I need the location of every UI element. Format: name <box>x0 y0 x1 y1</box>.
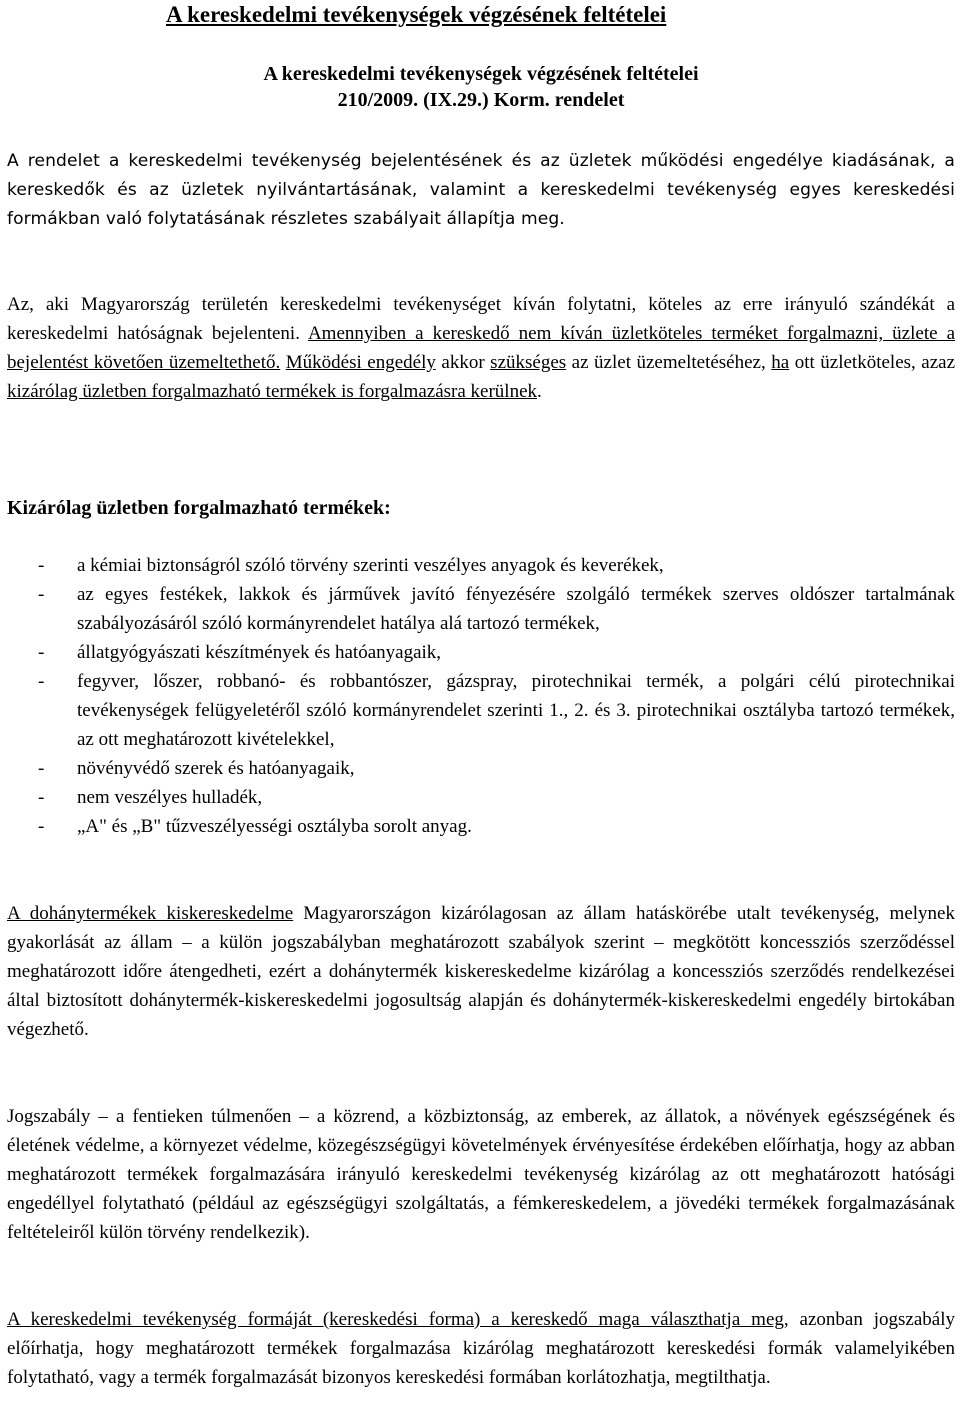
list-bullet: - <box>38 671 45 692</box>
list-item <box>7 754 955 783</box>
list-bullet: - <box>38 555 45 576</box>
list-item-text: a kémiai biztonságról szóló törvény szerinti veszélyes anyagok és keverékek, <box>77 555 664 576</box>
registration-text: Az, aki Magyarország területén kereskedelmi tevékenységet kíván folytatni, köteles az erre irányuló szándékát a kereskedelmi hatóságnak bejelenteni. <box>7 294 955 344</box>
tobacco-text: Magyarországon kizárólagosan az állam hatáskörébe utalt tevékenység, melynek gyakorlását az állam – a külön jogszabályban meghatározott szabályok szerint – megkötött koncessziós szerződéssel meghatározott időre átengedheti, ezért a dohánytermék kiskereskedelme kizárólag a koncessziós szerződés rendelkezései által biztosított dohánytermék-kiskereskedelmi jogosultság alapján és dohánytermék-kiskereskedelmi engedély birtokában végezhető. <box>7 903 955 1040</box>
required-term: szükséges <box>490 352 567 373</box>
list-item <box>7 551 955 580</box>
list-heading: Kizárólag üzletben forgalmazható termékek: <box>7 497 391 519</box>
list-item <box>7 812 955 841</box>
list-bullet: - <box>38 816 45 837</box>
product-list <box>7 551 955 841</box>
registration-paragraph <box>7 290 955 406</box>
list-item <box>7 638 955 667</box>
if-term: ha <box>771 352 790 373</box>
tobacco-paragraph <box>7 899 955 1044</box>
text-fragment: akkor <box>435 352 491 373</box>
list-item-text: állatgyógyászati készítmények és hatóanyagaik, <box>77 642 442 663</box>
list-item-text: „A" és „B" tűzveszélyességi osztályba sorolt anyag. <box>77 816 472 837</box>
intro-paragraph: A rendelet a kereskedelmi tevékenység bejelentésének és az üzletek működési engedélye kiadásának, a kereskedők és az üzletek nyilvántartásának, valamint a kereskedelmi tevékenység egyes kereskedési formákban való folytatásának részletes szabályait állapítja meg. <box>7 151 955 229</box>
list-bullet: - <box>38 758 45 779</box>
list-item <box>7 580 955 638</box>
list-item-text: nem veszélyes hulladék, <box>77 787 263 808</box>
trade-form-paragraph <box>7 1305 955 1392</box>
list-item-text: az egyes festékek, lakkok és járművek javító fényezésére szolgáló termékek szerves oldószer tartalmának szabályozásáról szóló kormányrendelet hatálya alá tartozó termékek, <box>77 584 955 634</box>
text-fragment: . <box>537 381 542 402</box>
list-bullet: - <box>38 642 45 663</box>
list-item-text: fegyver, lőszer, robbanó- és robbantószer, gázspray, pirotechnikai termék, a polgári célú pirotechnikai tevékenységek felügyeletéről szóló kormányrendelet szerinti 1., 2. és 3. pirotechnikai osztályba tartozó termékek, az ott meghatározott kivételekkel, <box>77 671 955 750</box>
license-term: Működési engedély <box>285 352 436 373</box>
list-item <box>7 783 955 812</box>
law-paragraph: Jogszabály – a fentieken túlmenően – a közrend, a közbiztonság, az emberek, az állatok, a növények egészségének és életének védelme, a környezet védelme, közegészségügyi követelmények érvényesítése érdekében előírhatja, hogy az abban meghatározott termékek forgalmazására irányuló kereskedelmi tevékenység kizárólag az ott meghatározott hatósági engedéllyel folytatható (például az egészségügyi szolgáltatás, a fémkereskedelem, a jövedéki termékek forgalmazásának feltételeiről külön törvény rendelkezik). <box>7 1106 955 1243</box>
subtitle-line-2: 210/2009. (IX.29.) Korm. rendelet <box>337 89 625 111</box>
no-license-text: Amennyiben a kereskedő nem kíván üzletköteles terméket forgalmazni, üzlete a bejelentést követően üzemeltethető. <box>7 323 956 373</box>
text-fragment: az üzlet üzemeltetéséhez, <box>566 352 772 373</box>
list-bullet: - <box>38 584 45 605</box>
page-title: A kereskedelmi tevékenységek végzésének feltételei <box>166 2 667 27</box>
text-fragment: ott üzletköteles, azaz <box>789 352 956 373</box>
exclusive-products-term: kizárólag üzletben forgalmazható termékek is forgalmazásra kerülnek <box>7 381 538 402</box>
subtitle-line-1: A kereskedelmi tevékenységek végzésének feltételei <box>263 63 699 85</box>
list-bullet: - <box>38 787 45 808</box>
list-item-text: növényvédő szerek és hatóanyagaik, <box>77 758 355 779</box>
list-item <box>7 667 955 754</box>
tobacco-term: A dohánytermékek kiskereskedelme <box>7 903 294 924</box>
trade-form-text: , azonban jogszabály előírhatja, hogy meghatározott termékek forgalmazása kizárólag meghatározott kereskedési formák valamelyikében folytatható, vagy a termék forgalmazását bizonyos kereskedési formában korlátozhatja, megtilthatja. <box>7 1309 955 1388</box>
trade-form-term: A kereskedelmi tevékenység formáját (kereskedési forma) a kereskedő maga választhatja meg <box>7 1309 784 1330</box>
